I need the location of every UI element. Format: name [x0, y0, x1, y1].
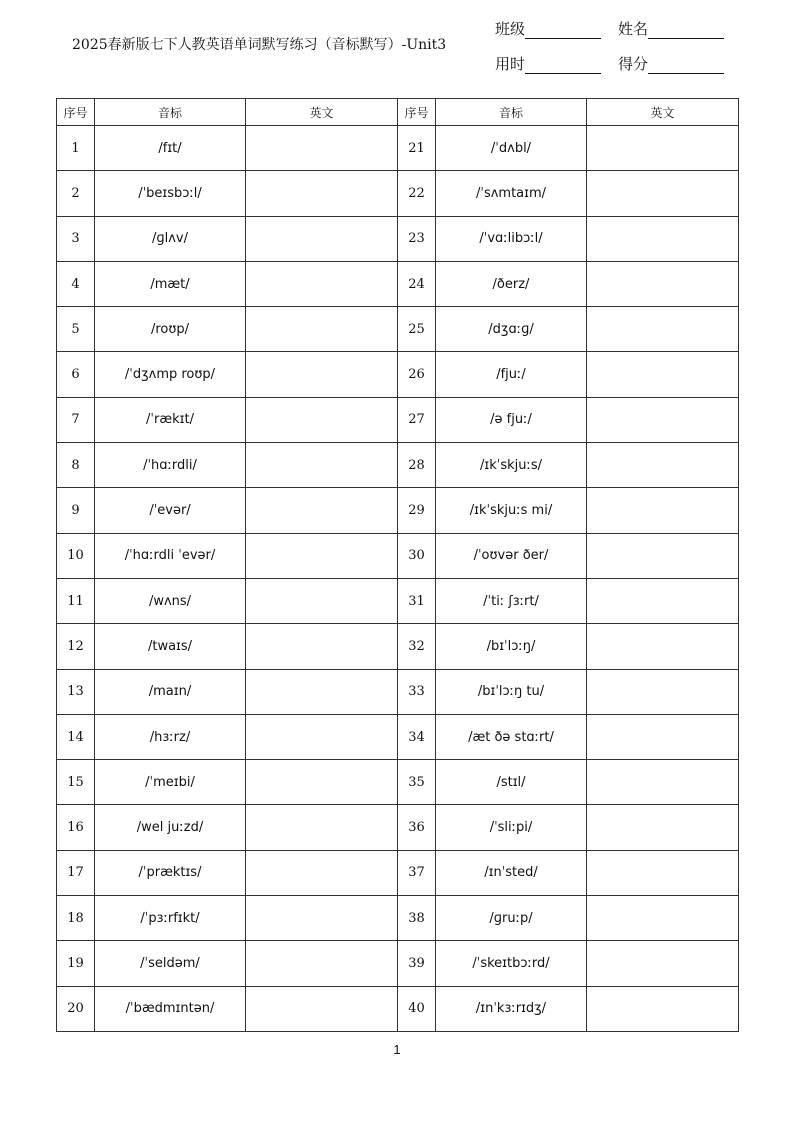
phonetic-cell: /dʒɑːɡ/	[436, 307, 587, 352]
header-ipa-right: 音标	[436, 99, 587, 126]
phonetic-cell: /bɪˈlɔːŋ/	[436, 624, 587, 669]
row-number: 32	[398, 624, 436, 669]
phonetic-cell: /ˈoʊvər ðer/	[436, 533, 587, 578]
row-number: 23	[398, 216, 436, 261]
english-answer-cell[interactable]	[246, 352, 398, 397]
phonetic-cell: /ˈtiː ʃɜːrt/	[436, 578, 587, 623]
phonetic-cell: /ˈrækɪt/	[95, 397, 246, 442]
header-number-right: 序号	[398, 99, 436, 126]
table-row	[57, 850, 739, 895]
class-field	[495, 18, 601, 39]
english-answer-cell[interactable]	[246, 896, 398, 941]
table-row	[57, 986, 739, 1031]
row-number: 8	[57, 443, 95, 488]
name-field	[618, 18, 724, 39]
phonetic-cell: /wel juːzd/	[95, 805, 246, 850]
phonetic-cell: /ˈsliːpi/	[436, 805, 587, 850]
row-number: 38	[398, 896, 436, 941]
row-number: 25	[398, 307, 436, 352]
table-row	[57, 443, 739, 488]
phonetic-cell: /ɡruːp/	[436, 896, 587, 941]
phonetic-cell: /ˈbædmɪntən/	[95, 986, 246, 1031]
score-label: 得分	[618, 55, 649, 73]
english-answer-cell[interactable]	[587, 896, 739, 941]
english-answer-cell[interactable]	[587, 714, 739, 759]
english-answer-cell[interactable]	[587, 443, 739, 488]
phonetic-cell: /æt ðə stɑːrt/	[436, 714, 587, 759]
english-answer-cell[interactable]	[587, 669, 739, 714]
phonetic-cell: /ˈvɑːlibɔːl/	[436, 216, 587, 261]
english-answer-cell[interactable]	[587, 307, 739, 352]
phonetic-cell: /ˈbeɪsbɔːl/	[95, 171, 246, 216]
english-answer-cell[interactable]	[246, 669, 398, 714]
table-row	[57, 896, 739, 941]
row-number: 11	[57, 578, 95, 623]
score-blank[interactable]	[648, 59, 724, 74]
phonetic-cell: /ˈdʌbl/	[436, 126, 587, 171]
english-answer-cell[interactable]	[246, 261, 398, 306]
time-label: 用时	[495, 55, 526, 73]
table-row	[57, 669, 739, 714]
table-row	[57, 352, 739, 397]
phonetic-cell: /maɪn/	[95, 669, 246, 714]
phonetic-cell: /ðerz/	[436, 261, 587, 306]
table-row	[57, 941, 739, 986]
phonetic-cell: /ˈhɑːrdli ˈevər/	[95, 533, 246, 578]
phonetic-cell: /ˈmeɪbi/	[95, 760, 246, 805]
row-number: 1	[57, 126, 95, 171]
phonetic-cell: /mæt/	[95, 261, 246, 306]
english-answer-cell[interactable]	[587, 805, 739, 850]
row-number: 28	[398, 443, 436, 488]
phonetic-cell: /fɪt/	[95, 126, 246, 171]
phonetic-cell: /ˈpɜːrfɪkt/	[95, 896, 246, 941]
phonetic-cell: /ˈpræktɪs/	[95, 850, 246, 895]
english-answer-cell[interactable]	[246, 850, 398, 895]
english-answer-cell[interactable]	[587, 986, 739, 1031]
row-number: 37	[398, 850, 436, 895]
english-answer-cell[interactable]	[246, 624, 398, 669]
phonetic-cell: /ɡlʌv/	[95, 216, 246, 261]
english-answer-cell[interactable]	[587, 533, 739, 578]
english-answer-cell[interactable]	[587, 171, 739, 216]
row-number: 34	[398, 714, 436, 759]
row-number: 17	[57, 850, 95, 895]
row-number: 15	[57, 760, 95, 805]
english-answer-cell[interactable]	[246, 216, 398, 261]
row-number: 31	[398, 578, 436, 623]
header-number-left: 序号	[57, 99, 95, 126]
row-number: 2	[57, 171, 95, 216]
score-field	[618, 53, 724, 74]
table-row	[57, 578, 739, 623]
name-label: 姓名	[618, 20, 649, 38]
row-number: 10	[57, 533, 95, 578]
row-number: 24	[398, 261, 436, 306]
row-number: 35	[398, 760, 436, 805]
english-answer-cell[interactable]	[587, 488, 739, 533]
table-row	[57, 397, 739, 442]
table-row	[57, 216, 739, 261]
phonetic-cell: /stɪl/	[436, 760, 587, 805]
table-row	[57, 126, 739, 171]
phonetic-cell: /fjuː/	[436, 352, 587, 397]
english-answer-cell[interactable]	[587, 624, 739, 669]
phonetic-cell: /ɪkˈskjuːs mi/	[436, 488, 587, 533]
vocab-table	[56, 98, 739, 1032]
phonetic-cell: /hɜːrz/	[95, 714, 246, 759]
row-number: 7	[57, 397, 95, 442]
phonetic-cell: /ə fjuː/	[436, 397, 587, 442]
row-number: 26	[398, 352, 436, 397]
row-number: 4	[57, 261, 95, 306]
english-answer-cell[interactable]	[587, 850, 739, 895]
english-answer-cell[interactable]	[587, 126, 739, 171]
row-number: 33	[398, 669, 436, 714]
phonetic-cell: /ˈseldəm/	[95, 941, 246, 986]
table-row	[57, 760, 739, 805]
english-answer-cell[interactable]	[587, 760, 739, 805]
row-number: 27	[398, 397, 436, 442]
table-row	[57, 171, 739, 216]
row-number: 6	[57, 352, 95, 397]
phonetic-cell: /roʊp/	[95, 307, 246, 352]
table-row	[57, 488, 739, 533]
row-number: 29	[398, 488, 436, 533]
row-number: 39	[398, 941, 436, 986]
table-row	[57, 261, 739, 306]
english-answer-cell[interactable]	[246, 171, 398, 216]
phonetic-cell: /bɪˈlɔːŋ tu/	[436, 669, 587, 714]
phonetic-cell: /twaɪs/	[95, 624, 246, 669]
class-blank[interactable]	[525, 24, 601, 39]
row-number: 19	[57, 941, 95, 986]
row-number: 21	[398, 126, 436, 171]
name-blank[interactable]	[648, 24, 724, 39]
row-number: 22	[398, 171, 436, 216]
phonetic-cell: /ɪkˈskjuːs/	[436, 443, 587, 488]
english-answer-cell[interactable]	[246, 443, 398, 488]
header-ipa-left: 音标	[95, 99, 246, 126]
class-label: 班级	[495, 20, 526, 38]
english-answer-cell[interactable]	[246, 986, 398, 1031]
english-answer-cell[interactable]	[246, 941, 398, 986]
row-number: 16	[57, 805, 95, 850]
phonetic-cell: /ˈdʒʌmp roʊp/	[95, 352, 246, 397]
header-english-left: 英文	[246, 99, 398, 126]
table-header-row	[57, 99, 739, 126]
page-number: 1	[393, 1042, 401, 1057]
english-answer-cell[interactable]	[246, 760, 398, 805]
row-number: 20	[57, 986, 95, 1031]
english-answer-cell[interactable]	[246, 397, 398, 442]
row-number: 14	[57, 714, 95, 759]
row-number: 9	[57, 488, 95, 533]
english-answer-cell[interactable]	[246, 307, 398, 352]
english-answer-cell[interactable]	[587, 261, 739, 306]
row-number: 36	[398, 805, 436, 850]
english-answer-cell[interactable]	[246, 126, 398, 171]
row-number: 3	[57, 216, 95, 261]
english-answer-cell[interactable]	[587, 397, 739, 442]
row-number: 12	[57, 624, 95, 669]
table-row	[57, 624, 739, 669]
english-answer-cell[interactable]	[246, 488, 398, 533]
english-answer-cell[interactable]	[587, 216, 739, 261]
english-answer-cell[interactable]	[246, 533, 398, 578]
table-row	[57, 805, 739, 850]
table-row	[57, 533, 739, 578]
phonetic-cell: /wʌns/	[95, 578, 246, 623]
english-answer-cell[interactable]	[246, 578, 398, 623]
phonetic-cell: /ˈhɑːrdli/	[95, 443, 246, 488]
english-answer-cell[interactable]	[587, 578, 739, 623]
phonetic-cell: /ˈskeɪtbɔːrd/	[436, 941, 587, 986]
phonetic-cell: /ɪnˈsted/	[436, 850, 587, 895]
row-number: 5	[57, 307, 95, 352]
table-row	[57, 307, 739, 352]
time-field	[495, 53, 601, 74]
row-number: 13	[57, 669, 95, 714]
english-answer-cell[interactable]	[587, 941, 739, 986]
phonetic-cell: /ɪnˈkɜːrɪdʒ/	[436, 986, 587, 1031]
time-blank[interactable]	[525, 59, 601, 74]
phonetic-cell: /ˈevər/	[95, 488, 246, 533]
phonetic-cell: /ˈsʌmtaɪm/	[436, 171, 587, 216]
row-number: 30	[398, 533, 436, 578]
english-answer-cell[interactable]	[246, 714, 398, 759]
header-english-right: 英文	[587, 99, 739, 126]
worksheet-title: 2025春新版七下人教英语单词默写练习（音标默写）-Unit3	[72, 37, 447, 53]
row-number: 18	[57, 896, 95, 941]
english-answer-cell[interactable]	[246, 805, 398, 850]
english-answer-cell[interactable]	[587, 352, 739, 397]
table-row	[57, 714, 739, 759]
row-number: 40	[398, 986, 436, 1031]
